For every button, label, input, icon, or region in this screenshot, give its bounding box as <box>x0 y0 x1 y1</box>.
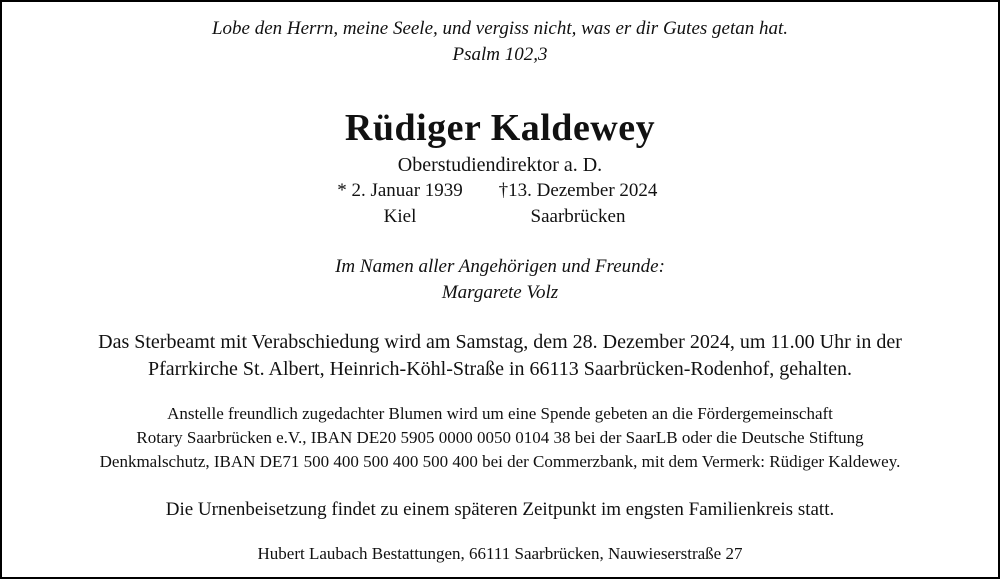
deceased-name: Rüdiger Kaldewey <box>344 107 656 149</box>
birth-date: * 2. Januar 1939 <box>337 180 463 201</box>
undertaker-info: Hubert Laubach Bestattungen, 66111 Saarbrücken, Nauwieserstraße 27 <box>257 544 743 563</box>
donation-line-3: Denkmalschutz, IBAN DE71 500 400 500 400 500 400 bei der Commerzbank, mit dem Vermerk: Rüdiger Kaldewey. <box>99 452 901 471</box>
mourner-name: Margarete Volz <box>441 282 559 303</box>
deceased-title: Oberstudiendirektor a. D. <box>397 154 603 176</box>
birth-place: Kiel <box>383 206 417 227</box>
death-date: †13. Dezember 2024 <box>498 180 658 201</box>
mourners-intro: Im Namen aller Angehörigen und Freunde: <box>335 256 665 277</box>
bible-verse: Lobe den Herrn, meine Seele, und vergiss nicht, was er dir Gutes getan hat. <box>211 18 789 39</box>
donation-line-2: Rotary Saarbrücken e.V., IBAN DE20 5905 0000 0050 0104 38 bei der SaarLB oder die Deutsche Stiftung <box>136 428 864 447</box>
burial-notice: Die Urnenbeisetzung findet zu einem späteren Zeitpunkt im engsten Familienkreis statt. <box>165 499 835 520</box>
verse-reference: Psalm 102,3 <box>452 44 548 65</box>
service-line-2: Pfarrkirche St. Albert, Heinrich-Köhl-Straße in 66113 Saarbrücken-Rodenhof, gehalten. <box>147 358 853 380</box>
death-place: Saarbrücken <box>530 206 626 227</box>
service-line-1: Das Sterbeamt mit Verabschiedung wird am Samstag, dem 28. Dezember 2024, um 11.00 Uhr in der <box>98 331 902 353</box>
donation-line-1: Anstelle freundlich zugedachter Blumen wird um eine Spende gebeten an die Fördergemeinschaft <box>167 404 833 423</box>
